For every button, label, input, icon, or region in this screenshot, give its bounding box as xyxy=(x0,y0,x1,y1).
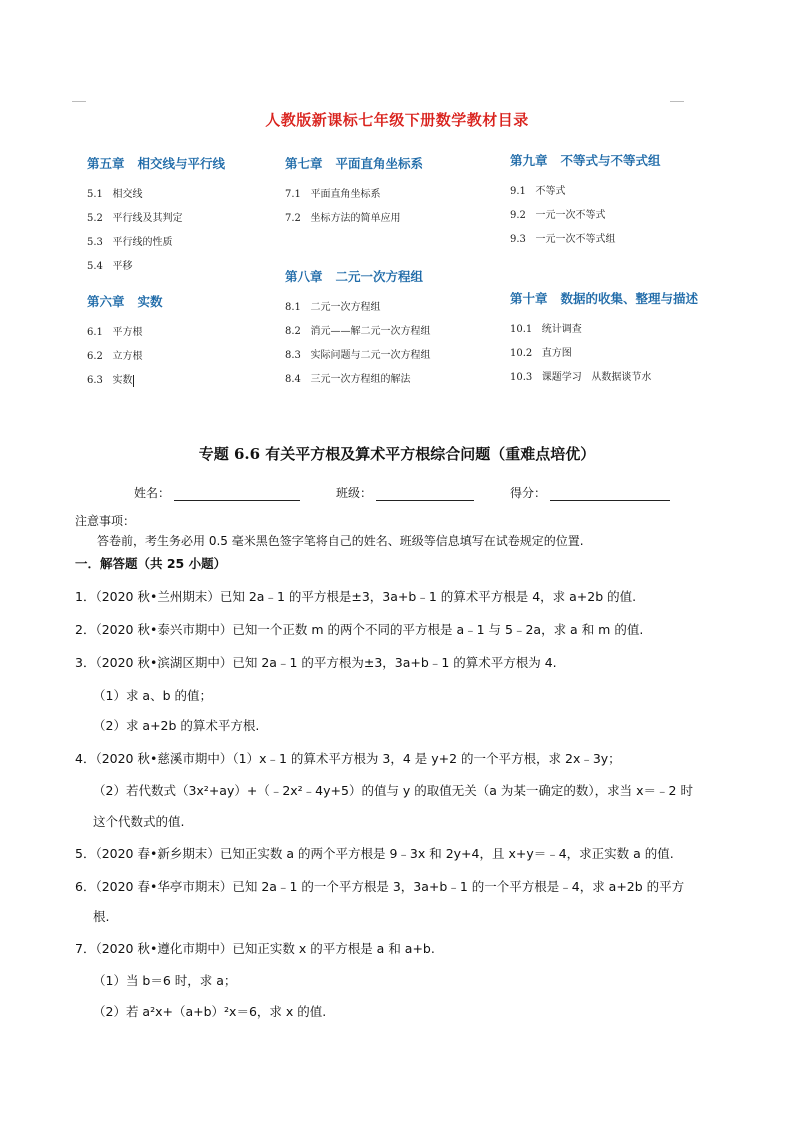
question-3-part-2: （2）求 a+2b 的算术平方根. xyxy=(93,718,260,733)
question-7: 7．（2020 秋•遵化市期中）已知正实数 x 的平方根是 a 和 a+b. xyxy=(75,941,435,956)
toc-section: 6.2 立方根 xyxy=(87,351,143,362)
class-blank[interactable] xyxy=(376,499,474,501)
toc-section: 5.2 平行线及其判定 xyxy=(87,213,183,224)
toc-section: 9.1 不等式 xyxy=(510,186,566,197)
worksheet-title: 专题 6.6 有关平方根及算术平方根综合问题（重难点培优） xyxy=(198,445,596,463)
toc-chapter-5: 第五章 相交线与平行线 xyxy=(87,156,226,171)
question-1: 1．（2020 秋•兰州期末）已知 2a﹣1 的平方根是±3，3a+b﹣1 的算术平方根是 4，求 a+2b 的值. xyxy=(75,589,637,604)
text-cursor xyxy=(133,375,134,387)
toc-section: 10.2 直方图 xyxy=(510,348,572,359)
toc-column-3 xyxy=(510,151,698,383)
toc-column-1 xyxy=(87,154,225,387)
question-7-part-2: （2）若 a²x+（a+b）²x＝6，求 x 的值. xyxy=(93,1004,327,1019)
class-label: 班级： xyxy=(336,486,373,500)
page-corner-mark-left xyxy=(72,101,86,102)
question-5: 5．（2020 春•新乡期末）已知正实数 a 的两个平方根是 9﹣3x 和 2y+4，且 x+y＝﹣4，求正实数 a 的值. xyxy=(75,846,674,861)
toc-section-label: 6.3 实数 xyxy=(87,375,133,386)
score-blank[interactable] xyxy=(550,499,670,501)
question-2: 2．（2020 秋•泰兴市期中）已知一个正数 m 的两个不同的平方根是 a﹣1 与 5﹣2a，求 a 和 m 的值. xyxy=(75,622,644,637)
toc-section: 10.3 课题学习 从数据谈节水 xyxy=(510,372,652,383)
name-blank[interactable] xyxy=(174,499,300,501)
toc-section: 5.1 相交线 xyxy=(87,189,143,200)
score-label: 得分： xyxy=(510,486,547,500)
page-corner-mark-right xyxy=(670,101,684,102)
toc-section: 9.3 一元一次不等式组 xyxy=(510,234,616,245)
question-4-part-2: （2）若代数式（3x²+ay）+（﹣2x²﹣4y+5）的值与 y 的取值无关（a 为某一确定的数），求当 x＝﹣2 时 xyxy=(93,783,693,798)
toc-chapter-10: 第十章 数据的收集、整理与描述 xyxy=(510,291,699,306)
class-field xyxy=(336,484,474,501)
name-label: 姓名： xyxy=(134,486,171,500)
question-7-part-1: （1）当 b＝6 时，求 a； xyxy=(93,973,237,988)
name-field xyxy=(134,484,300,501)
toc-section: 5.4 平移 xyxy=(87,261,133,272)
toc-section: 8.2 消元——解二元一次方程组 xyxy=(285,326,431,337)
doc-title: 人教版新课标七年级下册数学教材目录 xyxy=(265,111,529,129)
toc-section: 8.3 实际问题与二元一次方程组 xyxy=(285,350,431,361)
student-info-fields xyxy=(134,484,706,501)
question-6: 6．（2020 春•华亭市期末）已知 2a﹣1 的一个平方根是 3，3a+b﹣1 的一个平方根是﹣4，求 a+2b 的平方 xyxy=(75,879,685,894)
toc-section: 8.4 三元一次方程组的解法 xyxy=(285,374,411,385)
toc-section: 9.2 一元一次不等式 xyxy=(510,210,606,221)
toc-section: 5.3 平行线的性质 xyxy=(87,237,173,248)
toc-chapter-9: 第九章 不等式与不等式组 xyxy=(510,153,661,168)
question-3-part-1: （1）求 a、b 的值； xyxy=(93,688,212,703)
toc-chapter-8: 第八章 二元一次方程组 xyxy=(285,269,424,284)
toc-column-2 xyxy=(285,154,430,385)
toc-section: 7.2 坐标方法的简单应用 xyxy=(285,213,401,224)
question-4: 4．（2020 秋•慈溪市期中）（1）x﹣1 的算术平方根为 3，4 是 y+2 的一个平方根，求 2x﹣3y； xyxy=(75,751,621,766)
question-3: 3．（2020 秋•滨湖区期中）已知 2a﹣1 的平方根为±3，3a+b﹣1 的算术平方根为 4. xyxy=(75,655,557,670)
toc-section: 8.1 二元一次方程组 xyxy=(285,302,381,313)
section-heading: 一．解答题（共 25 小题） xyxy=(75,556,227,571)
toc-chapter-6: 第六章 实数 xyxy=(87,294,163,309)
toc-section: 7.1 平面直角坐标系 xyxy=(285,189,381,200)
question-4-continued: 这个代数式的值. xyxy=(93,814,185,829)
notice-text: 答卷前，考生务必用 0.5 毫米黑色签字笔将自己的姓名、班级等信息填写在试卷规定的位置. xyxy=(97,534,584,548)
toc-section: 6.1 平方根 xyxy=(87,327,143,338)
score-field xyxy=(510,484,670,501)
notice-label: 注意事项： xyxy=(75,514,136,528)
toc-section xyxy=(87,371,225,387)
toc-chapter-7: 第七章 平面直角坐标系 xyxy=(285,156,424,171)
question-6-continued: 根. xyxy=(93,909,110,924)
toc-section: 10.1 统计调查 xyxy=(510,324,582,335)
